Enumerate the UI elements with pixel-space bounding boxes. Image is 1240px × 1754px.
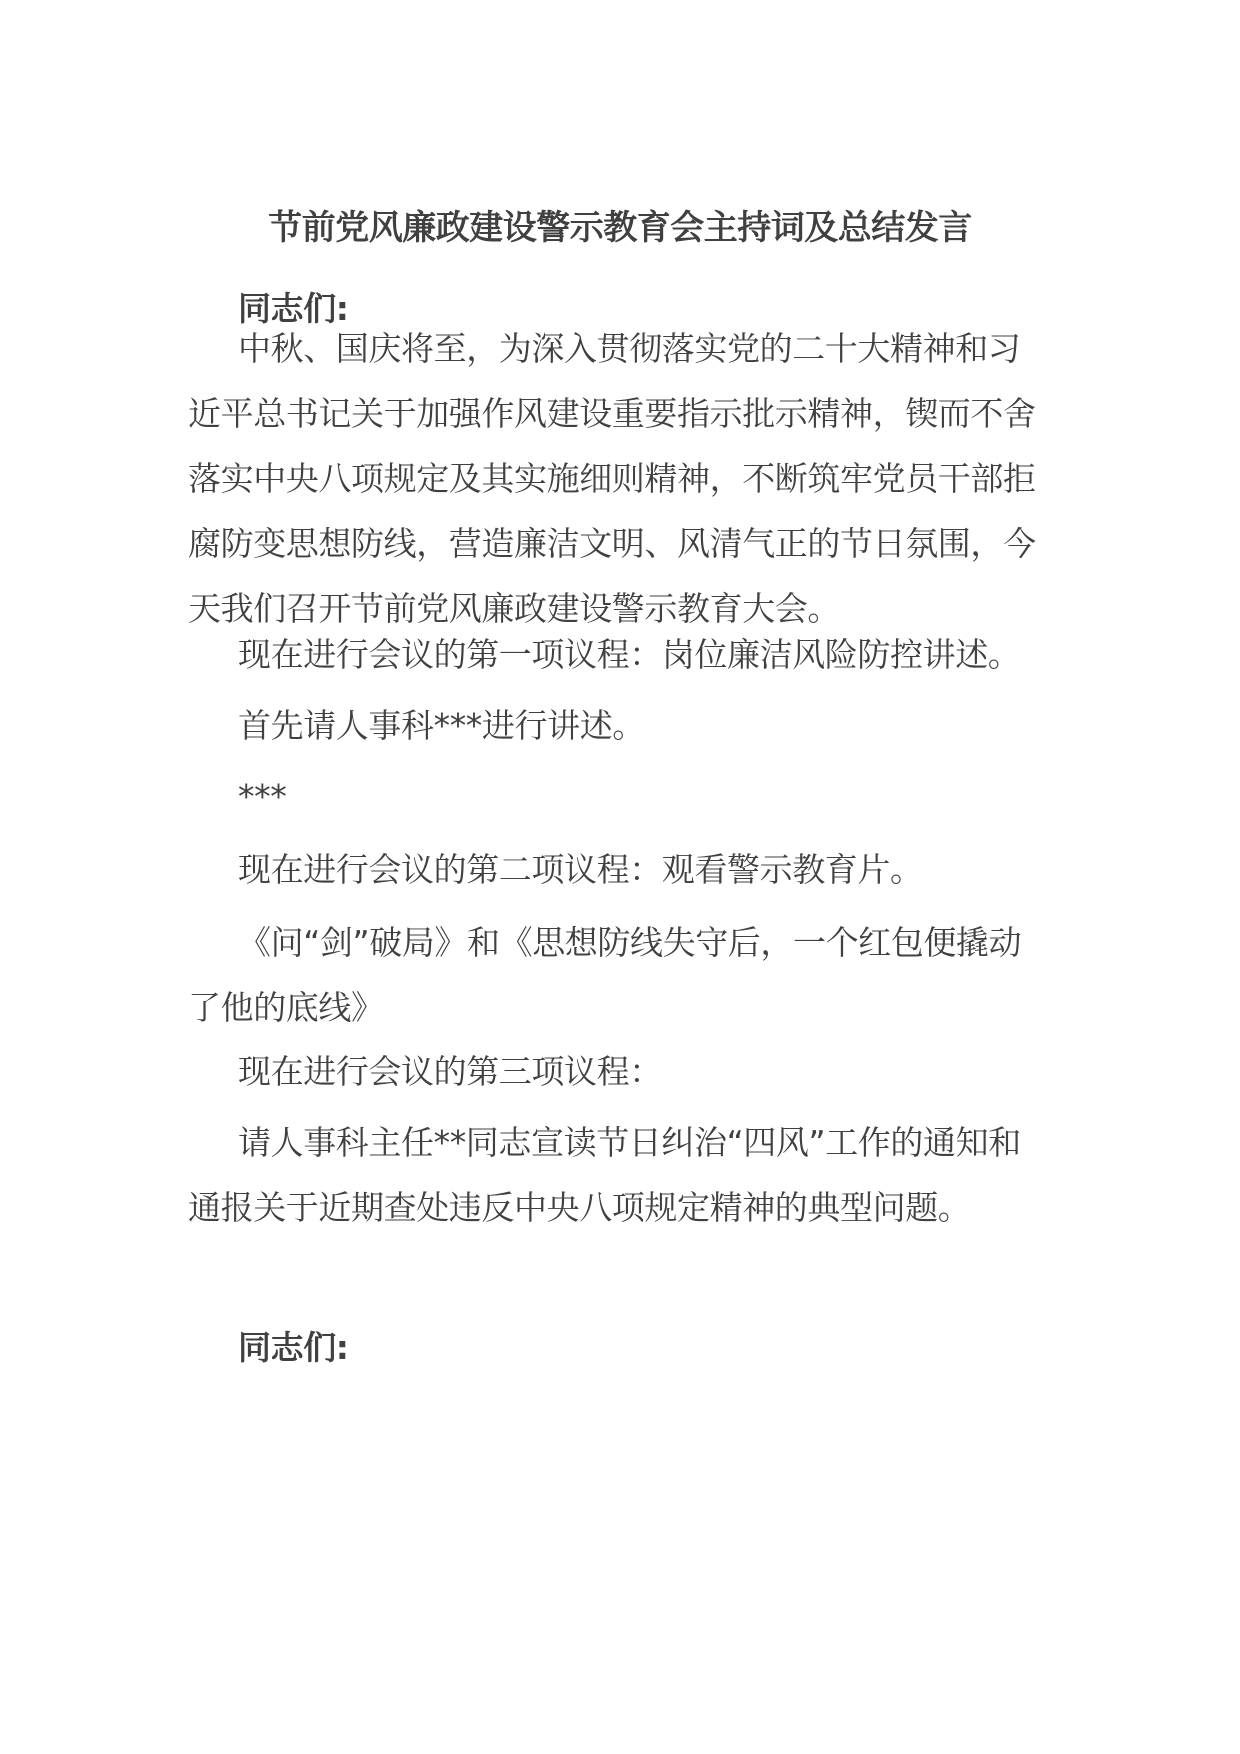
- agenda-item-1: 现在进行会议的第一项议程：岗位廉洁风险防控讲述。: [238, 635, 1021, 674]
- closing-salutation: 同志们:: [238, 1328, 349, 1367]
- speaker-placeholder: ***: [238, 777, 287, 816]
- video-titles: 《问“剑”破局》和《思想防线失守后，一个红包便撬动了他的底线》: [188, 923, 1022, 1027]
- notice-reading: 请人事科主任**同志宣读节日纠治“四风”工作的通知和通报关于近期查处违反中央八项规定精神的典型问题。: [188, 1123, 1021, 1227]
- speaker-intro: 首先请人事科***进行讲述。: [238, 706, 645, 745]
- opening-paragraph: 中秋、国庆将至，为深入贯彻落实党的二十大精神和习近平总书记关于加强作风建设重要指示批示精神，锲而不舍落实中央八项规定及其实施细则精神，不断筑牢党员干部拒腐防变思想防线，营造廉洁文明、风清气正的节日氛围，今天我们召开节前党风廉政建设警示教育大会。: [188, 329, 1036, 628]
- salutation: 同志们:: [238, 289, 349, 328]
- document-title: 节前党风廉政建设警示教育会主持词及总结发言: [268, 208, 972, 248]
- agenda-item-3: 现在进行会议的第三项议程：: [238, 1052, 662, 1091]
- agenda-item-2: 现在进行会议的第二项议程：观看警示教育片。: [238, 850, 923, 889]
